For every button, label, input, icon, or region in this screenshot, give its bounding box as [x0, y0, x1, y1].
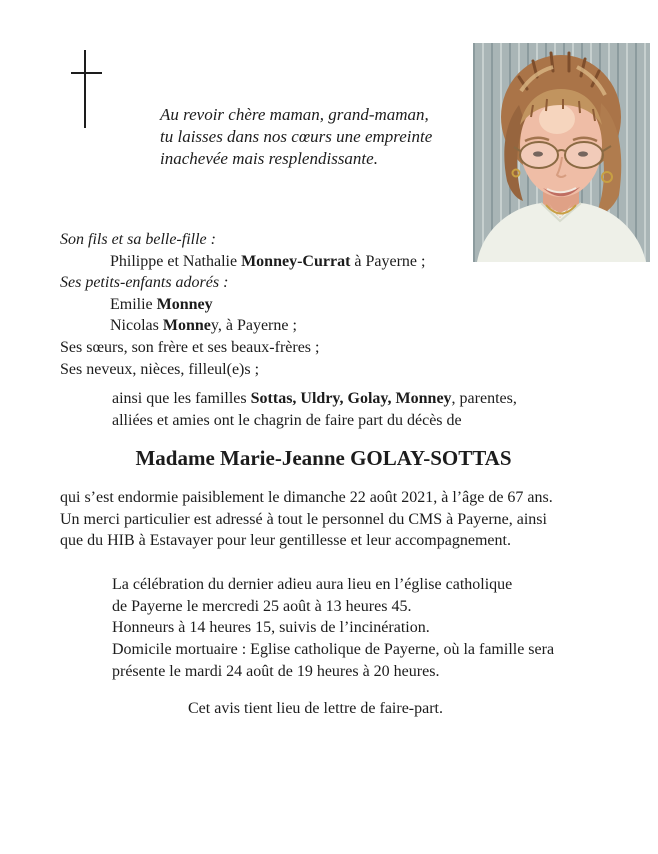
quote-line: Au revoir chère maman, grand-maman,	[160, 105, 429, 124]
quote-line: tu laisses dans nos cœurs une empreinte	[160, 127, 433, 146]
member-text: y, à Payerne ;	[210, 317, 297, 335]
ceremony-line: présente le mardi 24 août de 19 heures à 20 heures.	[112, 662, 440, 680]
announcement-line	[112, 388, 517, 410]
announcement-line: alliées et amies ont le chagrin de faire part du décès de	[112, 411, 462, 429]
member-text: Emilie	[110, 295, 157, 313]
cross-icon	[60, 48, 110, 133]
member-text: à Payerne ;	[350, 252, 426, 270]
family-intro-grandchildren: Ses petits-enfants adorés :	[60, 274, 229, 292]
obituary-paragraph	[60, 487, 553, 552]
member-surname: Monney	[156, 295, 213, 313]
family-surnames: Sottas, Uldry, Golay, Monney	[250, 390, 452, 407]
announcement-text: ainsi que les familles	[112, 390, 251, 407]
obituary-line: que du HIB à Estavayer pour leur gentillesse et leur accompagnement.	[60, 532, 511, 550]
ceremony-line: Honneurs à 14 heures 15, suivis de l’incinération.	[112, 619, 430, 637]
announcement-paragraph	[112, 388, 517, 432]
portrait-photo	[473, 43, 650, 262]
member-text: Nicolas	[110, 317, 163, 335]
cross-horizontal-bar	[71, 72, 102, 74]
portrait-person	[477, 53, 646, 262]
announcement-text: , parentes,	[451, 390, 517, 407]
closing-line: Cet avis tient lieu de lettre de faire-part.	[188, 700, 443, 717]
family-member-philippe	[60, 251, 425, 273]
cross-vertical-bar	[84, 50, 86, 128]
member-surname: Monne	[162, 317, 211, 335]
family-sisters-line: Ses sœurs, son frère et ses beaux-frères ;	[60, 338, 320, 356]
obituary-line: Un merci particulier est adressé à tout le personnel du CMS à Payerne, ainsi	[60, 510, 547, 528]
ceremony-line: La célébration du dernier adieu aura lieu en l’église catholique	[112, 576, 513, 593]
member-text: Philippe et Nathalie	[110, 252, 242, 270]
forehead-highlight	[539, 104, 575, 134]
memorial-quote	[160, 104, 432, 170]
ceremony-line: Domicile mortuaire : Eglise catholique de Payerne, où la famille sera	[112, 641, 555, 659]
portrait-illustration	[473, 43, 650, 262]
family-nephews-line: Ses neveux, nièces, filleul(e)s ;	[60, 360, 260, 378]
deceased-name: Madame Marie-Jeanne GOLAY-SOTTAS	[135, 446, 512, 470]
member-surname: Monney-Currat	[241, 252, 351, 270]
family-member-emilie	[60, 294, 425, 316]
obituary-line: qui s’est endormie paisiblement le dimanche 22 août 2021, à l’âge de 67 ans.	[60, 489, 553, 506]
ceremony-line: de Payerne le mercredi 25 août à 13 heures 45.	[112, 597, 412, 615]
family-intro-son: Son fils et sa belle-fille :	[60, 231, 216, 248]
family-list	[60, 229, 425, 380]
ceremony-details	[112, 574, 554, 683]
quote-line: inachevée mais resplendissante.	[160, 149, 378, 168]
family-member-nicolas	[60, 315, 425, 337]
